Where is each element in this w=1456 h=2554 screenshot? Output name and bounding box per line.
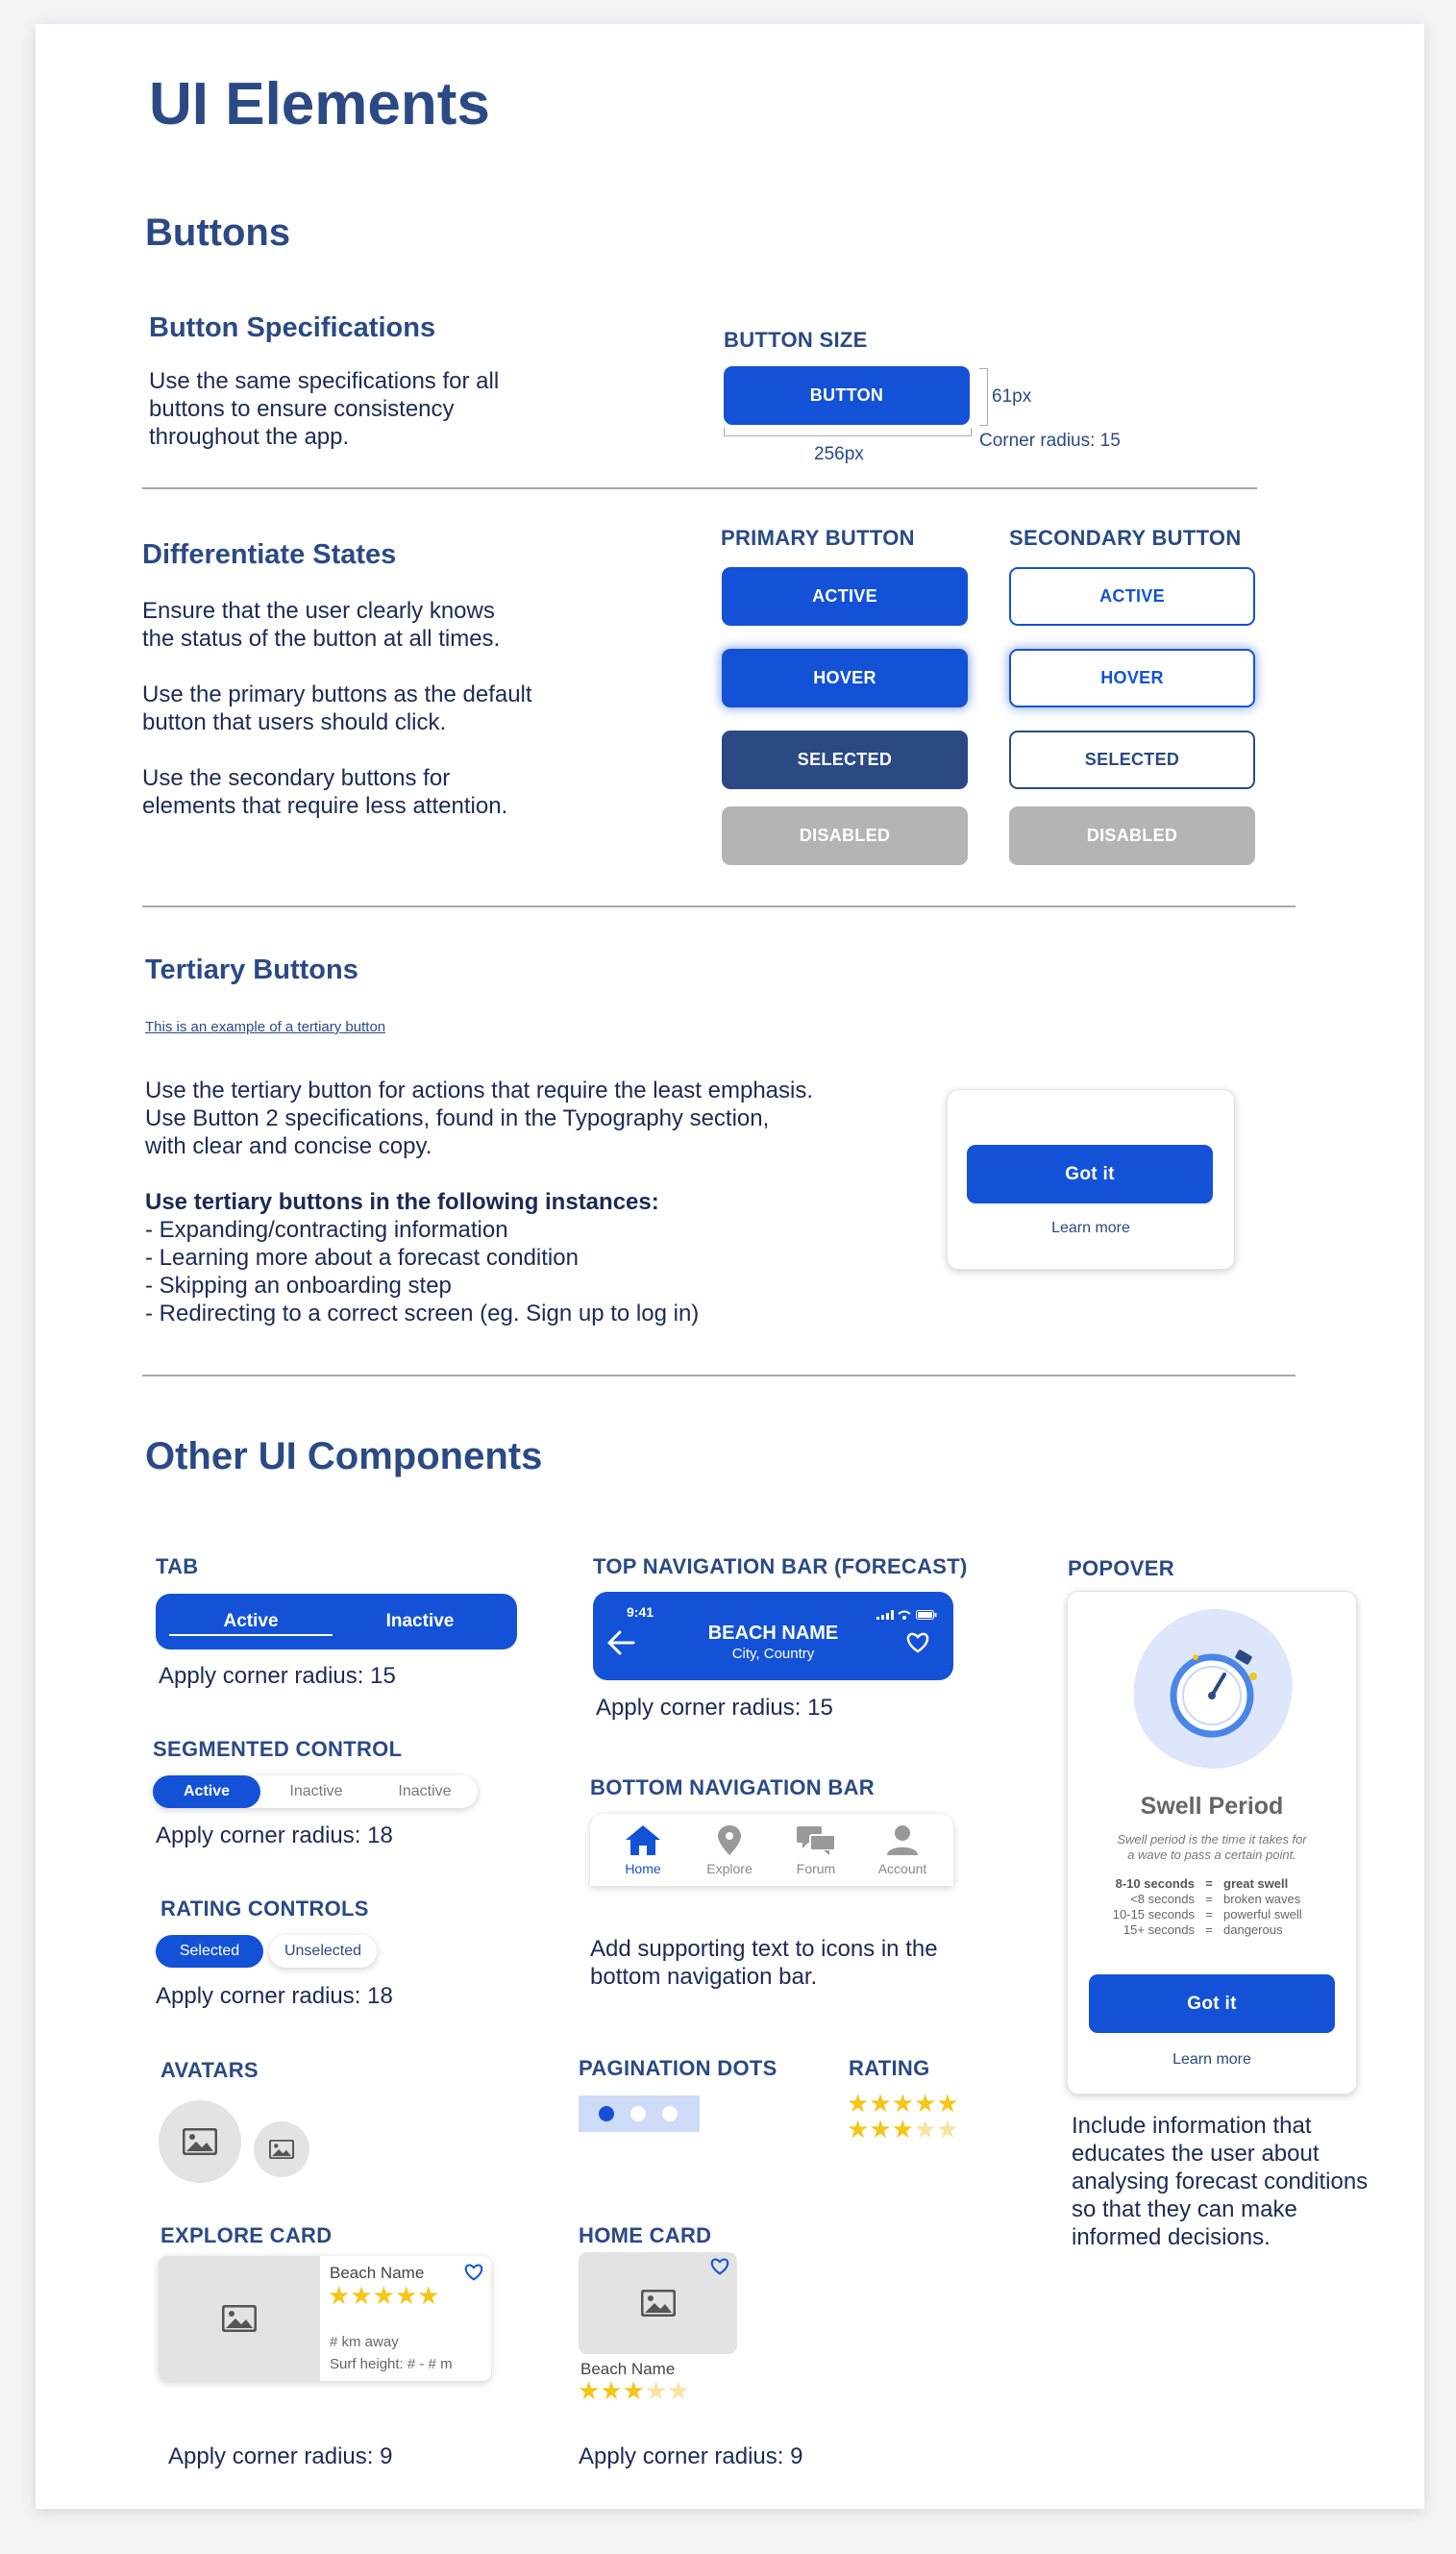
- avatars-label: AVATARS: [160, 2058, 259, 2082]
- rating-control-selected[interactable]: Selected: [156, 1935, 263, 1968]
- image-icon: [641, 2290, 676, 2317]
- states-text: Ensure that the user clearly knows the status of the button at all times. Use the primary buttons as the default button that users should click. Use the secondary buttons for elements that require less attention.: [142, 598, 532, 819]
- popover-title: Swell Period: [1140, 1793, 1284, 1820]
- card-image: [159, 2256, 320, 2381]
- star-icon: ★: [600, 2376, 623, 2405]
- explore-card[interactable]: [159, 2256, 491, 2381]
- star-empty-icon: ★: [913, 2115, 937, 2144]
- secondary-disabled-button: DISABLED: [1009, 806, 1255, 865]
- bottom-nav-bar: [590, 1814, 953, 1886]
- button-spec-title: Button Specifications: [149, 312, 436, 343]
- stopwatch-illustration: [1121, 1599, 1303, 1782]
- user-icon: [883, 1823, 922, 1856]
- segment-inactive[interactable]: Inactive: [289, 1783, 343, 1799]
- explore-card-note: Apply corner radius: 9: [168, 2443, 393, 2469]
- image-icon: [269, 2140, 294, 2159]
- pagination-dots: [579, 2095, 700, 2132]
- star-icon: ★: [328, 2281, 351, 2310]
- star-icon: ★: [622, 2376, 645, 2405]
- width-bracket: [724, 428, 972, 436]
- tab-inactive[interactable]: Inactive: [385, 1611, 455, 1631]
- popover-row: <8 seconds = broken waves: [1130, 1892, 1301, 1906]
- section-heading-other: Other UI Components: [145, 1435, 543, 1477]
- star-icon: ★: [891, 2089, 914, 2118]
- star-empty-icon: ★: [936, 2115, 959, 2144]
- popover-got-it-button[interactable]: Got it: [1089, 1974, 1335, 2033]
- secondary-active-button[interactable]: ACTIVE: [1009, 567, 1255, 626]
- primary-active-button[interactable]: ACTIVE: [722, 567, 968, 626]
- popover-row: 8-10 seconds = great swell: [1115, 1876, 1289, 1891]
- explore-card-label: EXPLORE CARD: [160, 2223, 333, 2247]
- primary-selected-button[interactable]: SELECTED: [722, 731, 968, 789]
- section-heading-buttons: Buttons: [145, 211, 291, 254]
- avatar-small[interactable]: [254, 2121, 309, 2177]
- bottom-nav-note: Add supporting text to icons in the bottom navigation bar.: [590, 1936, 938, 1990]
- home-card-label: HOME CARD: [579, 2223, 712, 2247]
- card-rating: [328, 2283, 440, 2309]
- beach-name-title: BEACH NAME: [707, 1623, 839, 1644]
- wifi-icon: [898, 1610, 911, 1620]
- star-empty-icon: ★: [644, 2376, 668, 2405]
- home-card-beach-name: Beach Name: [580, 2360, 676, 2378]
- rating-controls-note: Apply corner radius: 18: [156, 1983, 393, 2009]
- bottom-nav-label: BOTTOM NAVIGATION BAR: [590, 1775, 875, 1799]
- secondary-selected-button[interactable]: SELECTED: [1009, 731, 1255, 789]
- page-card: [36, 24, 1424, 2509]
- pagination-dot[interactable]: [630, 2106, 646, 2121]
- tab-note: Apply corner radius: 15: [159, 1663, 396, 1689]
- beach-location: City, Country: [731, 1646, 815, 1662]
- popover-row: 15+ seconds = dangerous: [1123, 1922, 1283, 1937]
- top-nav-note: Apply corner radius: 15: [596, 1695, 833, 1721]
- star-icon: ★: [869, 2089, 892, 2118]
- popover-learn-more-link[interactable]: Learn more: [1172, 2051, 1251, 2068]
- popover-label: POPOVER: [1068, 1556, 1174, 1580]
- rating-three-stars: [847, 2117, 959, 2143]
- segment-active[interactable]: Active: [153, 1775, 260, 1808]
- card-surf-height: Surf height: # - # m: [330, 2356, 453, 2372]
- star-icon: ★: [578, 2376, 601, 2405]
- learn-more-link[interactable]: Learn more: [1051, 1220, 1130, 1236]
- star-icon: ★: [394, 2281, 418, 2310]
- nav-item-explore[interactable]: Explore: [686, 1823, 773, 1876]
- card-distance: # km away: [330, 2334, 399, 2350]
- card-beach-name: Beach Name: [330, 2264, 425, 2282]
- tab-active[interactable]: Active: [223, 1611, 279, 1631]
- popover-table: [1087, 1876, 1337, 1938]
- secondary-button-label: SECONDARY BUTTON: [1009, 526, 1242, 550]
- home-icon: [624, 1823, 662, 1856]
- heart-icon[interactable]: [906, 1632, 929, 1653]
- popover-note: Include information that educates the user about analysing forecast conditions so that they can make informed decisions.: [1072, 2113, 1369, 2250]
- chat-bubbles-icon: [795, 1823, 837, 1856]
- width-dimension: 256px: [814, 444, 864, 464]
- heart-icon[interactable]: [710, 2258, 729, 2275]
- tab-underline: [169, 1634, 333, 1636]
- states-title: Differentiate States: [142, 539, 397, 570]
- tab-bar: [156, 1594, 517, 1649]
- nav-item-home[interactable]: Home: [600, 1823, 686, 1876]
- segmented-note: Apply corner radius: 18: [156, 1823, 393, 1848]
- divider: [142, 487, 1257, 489]
- star-icon: ★: [372, 2281, 395, 2310]
- rating-control-unselected[interactable]: Unselected: [269, 1935, 377, 1968]
- height-bracket: [979, 368, 988, 426]
- heart-icon[interactable]: [464, 2264, 483, 2281]
- battery-icon: [916, 1610, 937, 1620]
- button-size-label: BUTTON SIZE: [724, 328, 868, 352]
- divider: [142, 905, 1296, 907]
- tertiary-demo-card: [947, 1089, 1235, 1270]
- signal-icon: [876, 1610, 894, 1620]
- segmented-control: [153, 1775, 478, 1808]
- pagination-dot-active[interactable]: [599, 2106, 614, 2121]
- star-icon: ★: [913, 2089, 937, 2118]
- sample-button[interactable]: BUTTON: [724, 366, 970, 425]
- star-icon: ★: [869, 2115, 892, 2144]
- star-icon: ★: [847, 2089, 870, 2118]
- corner-radius-note: Corner radius: 15: [979, 431, 1121, 451]
- popover-row: 10-15 seconds = powerful swell: [1112, 1907, 1302, 1922]
- home-card-image[interactable]: [579, 2252, 737, 2354]
- nav-item-account[interactable]: Account: [859, 1823, 946, 1876]
- star-icon: ★: [891, 2115, 914, 2144]
- location-pin-icon: [710, 1823, 749, 1856]
- secondary-hover-button[interactable]: HOVER: [1009, 649, 1255, 707]
- height-dimension: 61px: [992, 386, 1032, 407]
- primary-disabled-button: DISABLED: [722, 806, 968, 865]
- nav-item-forum[interactable]: Forum: [773, 1823, 859, 1876]
- divider: [142, 1375, 1296, 1376]
- home-card-rating: [578, 2378, 690, 2404]
- segment-inactive[interactable]: Inactive: [398, 1783, 452, 1799]
- top-nav-label: TOP NAVIGATION BAR (FORECAST): [593, 1554, 968, 1578]
- image-icon: [222, 2305, 257, 2332]
- pagination-dot[interactable]: [662, 2106, 678, 2121]
- star-icon: ★: [417, 2281, 440, 2310]
- rating-controls-label: RATING CONTROLS: [160, 1897, 369, 1921]
- rating-label: RATING: [849, 2056, 930, 2080]
- button-spec-text: Use the same specifications for all buttons to ensure consistency throughout the app.: [149, 368, 500, 450]
- page-title: UI Elements: [149, 71, 490, 137]
- top-nav-bar: [593, 1592, 953, 1680]
- star-icon: ★: [350, 2281, 373, 2310]
- tab-label: TAB: [156, 1554, 199, 1578]
- popover-card: [1067, 1591, 1357, 2095]
- status-time: 9:41: [627, 1604, 654, 1620]
- image-icon: [183, 2128, 217, 2155]
- rating-five-stars: [847, 2091, 959, 2117]
- pagination-label: PAGINATION DOTS: [579, 2056, 777, 2080]
- got-it-button[interactable]: Got it: [967, 1145, 1213, 1203]
- home-card-note: Apply corner radius: 9: [579, 2443, 803, 2469]
- tertiary-text: Use the tertiary button for actions that require the least emphasis. Use Button 2 specifications, found in the Typography section, with clear and concise copy. Use tertiary buttons in the following instances: - Expanding/contracting information - Learning more about a forecast condition - Skipping an onboarding step - Redirecting to a correct screen (eg. Sign up to log in): [145, 1078, 814, 1327]
- tertiary-example-link[interactable]: This is an example of a tertiary button: [145, 1019, 386, 1035]
- popover-description: Swell period is the time it takes for a wave to pass a certain point.: [1117, 1832, 1307, 1862]
- star-icon: ★: [847, 2115, 870, 2144]
- tertiary-title: Tertiary Buttons: [145, 955, 358, 985]
- star-icon: ★: [936, 2089, 959, 2118]
- primary-button-label: PRIMARY BUTTON: [721, 526, 915, 550]
- star-empty-icon: ★: [667, 2376, 690, 2405]
- segmented-label: SEGMENTED CONTROL: [153, 1737, 403, 1761]
- primary-hover-button[interactable]: HOVER: [722, 649, 968, 707]
- avatar[interactable]: [159, 2100, 241, 2183]
